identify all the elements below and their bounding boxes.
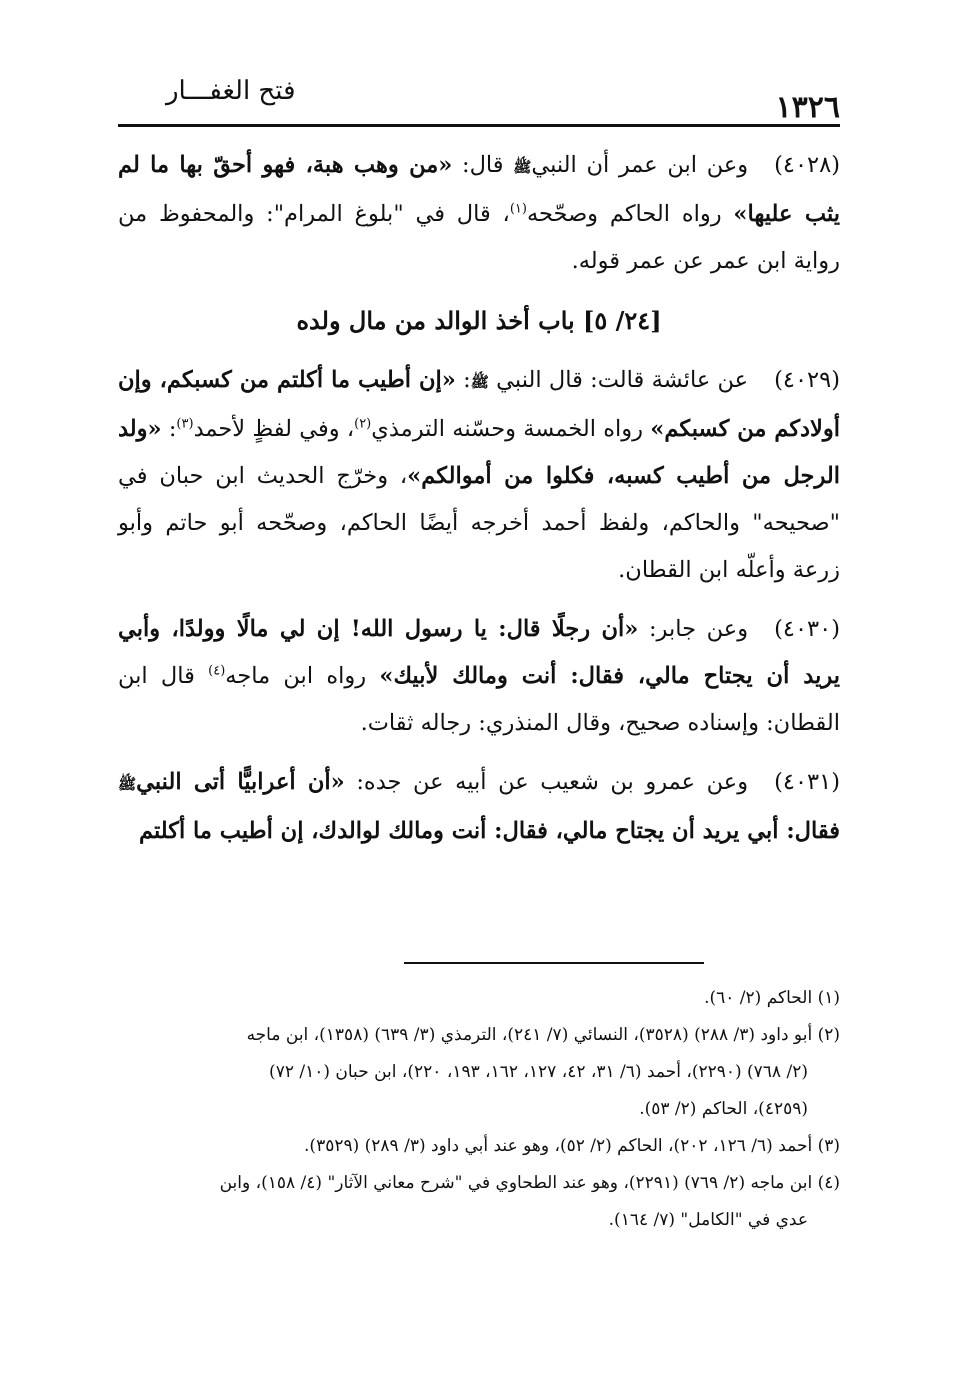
footnote-ref: (١)	[509, 201, 527, 217]
hadith-quote: «ولد الرجل من أطيب كسبه، فكلوا من أموالكم»	[118, 416, 840, 489]
hadith-text: وعن جابر:	[638, 616, 749, 642]
hadith-text: :	[161, 416, 177, 442]
hadith-text: قال:	[452, 152, 514, 178]
hadith-text: رواه الحاكم وصحّحه	[526, 201, 734, 227]
salutation-glyph: ﷺ	[513, 158, 532, 176]
hadith-text: ، قال في "بلوغ المرام": والمحفوظ من رواية ابن عمر عن عمر قوله.	[118, 201, 840, 274]
chapter-heading: [٢٤/ ٥] باب أخذ الوالد من مال ولده	[296, 306, 662, 335]
footnote-3: (٣) أحمد (٦/ ١٢٦، ٢٠٢)، الحاكم (٢/ ٥٢)، وهو عند أبي داود (٣/ ٢٨٩) (٣٥٢٩).	[304, 1136, 840, 1156]
footnote-ref: (٢)	[354, 416, 372, 432]
hadith-quote: «من وهب هبة، فهو أحقّ بها ما لم يثب عليها»	[118, 152, 841, 227]
hadith-quote: «إن أطيب ما أكلتم من كسبكم، وإن أولادكم من كسبكم»	[118, 367, 841, 442]
hadith-quote: فقال: أبي يريد أن يجتاح مالي، فقال: أنت ومالك لوالدك، إن أطيب ما أكلتم	[139, 818, 840, 844]
hadith-text: رواه ابن ماجه	[225, 663, 380, 689]
footnote-2-cont: (٤٢٥٩)، الحاكم (٢/ ٥٣).	[639, 1099, 808, 1119]
footnote-4: (٤) ابن ماجه (٢/ ٧٦٩) (٢٢٩١)، وهو عند الطحاوي في "شرح معاني الآثار" (٤/ ١٥٨)، وابن	[219, 1173, 840, 1193]
hadith-number: (٤٠٢٨)	[774, 152, 841, 178]
hadith-text: رواه الخمسة وحسّنه الترمذي	[371, 416, 651, 442]
footnote-4-cont: عدي في "الكامل" (٧/ ١٦٤).	[608, 1210, 808, 1230]
hadith-4029	[118, 357, 840, 594]
footnote-2: (٢) أبو داود (٣/ ٢٨٨) (٣٥٢٨)، النسائي (٧/ ٢٤١)، الترمذي (٣/ ٦٣٩) (١٣٥٨)، ابن ماجه	[246, 1025, 840, 1045]
footnote-1: (١) الحاكم (٢/ ٦٠).	[704, 988, 840, 1008]
hadith-text: ، وفي لفظٍ لأحمد	[193, 416, 355, 442]
header-rule	[118, 124, 840, 127]
salutation-glyph: ﷺ	[118, 775, 137, 793]
hadith-text: ، وخرّج الحديث ابن حبان في "صحيحه" والحاكم، ولفظ أحمد أخرجه أيضًا الحاكم، وصحّحه أبو حاتم وأبو زرعة وأعلّه ابن القطان.	[118, 463, 840, 583]
page-header	[118, 72, 840, 124]
footnote-ref: (٣)	[176, 416, 194, 432]
page-number: ١٣٢٦	[775, 90, 840, 125]
running-title: فتح الغفـــار	[166, 76, 296, 106]
hadith-text: :	[455, 367, 471, 393]
hadith-4028	[118, 142, 840, 285]
hadith-text: وعن ابن عمر أن النبي	[531, 152, 749, 178]
hadith-text: وعن عمرو بن شعيب عن أبيه عن جده:	[344, 769, 749, 795]
hadith-quote: «أن رجلًا قال: يا رسول الله! إن لي مالًا وولدًا، وأبي يريد أن يجتاح مالي، فقال: أنت ومالك لأبيك»	[118, 616, 841, 689]
salutation-glyph: ﷺ	[470, 373, 489, 391]
footnotes	[118, 980, 840, 1239]
hadith-quote: «أن أعرابيًّا أتى النبي	[136, 769, 345, 795]
footnote-2-cont: (٢/ ٧٦٨) (٢٢٩٠)، أحمد (٦/ ٣١، ٤٢، ١٢٧، ١٦٢، ١٩٣، ٢٢٠)، ابن حبان (١٠/ ٧٢)	[269, 1062, 808, 1082]
hadith-text: عن عائشة قالت: قال النبي	[488, 367, 749, 393]
book-page	[118, 72, 841, 1230]
hadith-number: (٤٠٣٠)	[774, 616, 840, 642]
hadith-4030	[118, 606, 840, 747]
hadith-number: (٤٠٢٩)	[774, 367, 840, 393]
hadith-text: قال ابن القطان: وإسناده صحيح، وقال المنذري: رجاله ثقات.	[118, 663, 840, 736]
main-text	[118, 142, 840, 855]
footnote-ref: (٤)	[208, 663, 226, 679]
hadith-number: (٤٠٣١)	[774, 769, 841, 795]
hadith-4031	[118, 759, 840, 855]
footnote-separator	[404, 962, 704, 964]
